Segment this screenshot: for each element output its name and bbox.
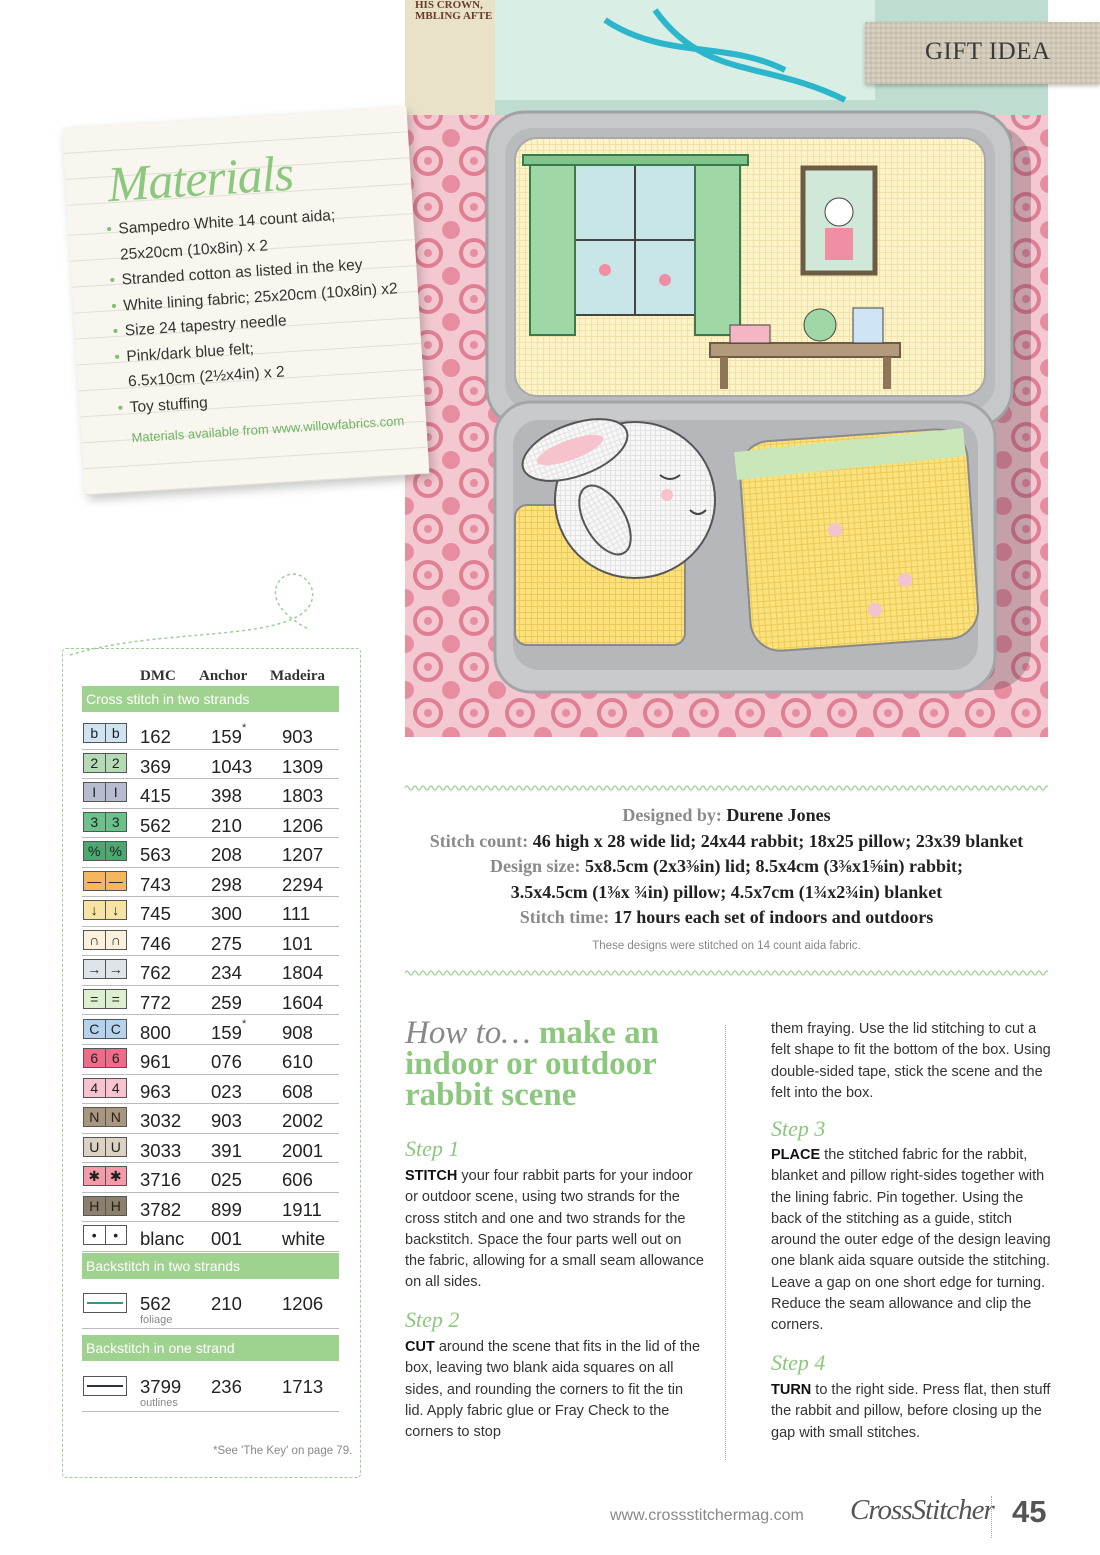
stitch-symbol-icon [83, 959, 127, 979]
howto-lead: How to… [405, 1015, 531, 1051]
key-madeira: 2294 [282, 873, 324, 895]
designer-name: Durene Jones [726, 805, 831, 825]
stitch-symbol-glyph: U [84, 1138, 106, 1156]
footer-url[interactable]: www.crossstitchermag.com [610, 1507, 804, 1524]
materials-item-text: Sampedro White 14 count aida; [117, 207, 336, 238]
key-row-dmc-746 [82, 927, 339, 957]
key-anchor: 275 [211, 932, 242, 954]
wavy-divider-top [405, 784, 1048, 792]
design-size-line-2 [405, 880, 1048, 906]
key-dmc: 961 [140, 1051, 171, 1073]
stitch-symbol-glyph: C [84, 1020, 106, 1038]
stitch-symbol-glyph: ↓ [84, 901, 106, 919]
step-3-text [771, 1145, 1053, 1337]
stitch-symbol-glyph: • [113, 1227, 119, 1244]
stitch-symbol-glyph: ∩ [110, 931, 121, 948]
materials-item-text: Toy stuffing [129, 393, 209, 416]
design-info [405, 803, 1048, 931]
design-size-value-2: 3.5x4.5cm (1⅜x ¾in) pillow; 4.5x7cm (1¾x2¾in) blanket [510, 881, 943, 902]
key-header-dmc: DMC [140, 668, 176, 684]
bullet-icon: • [112, 322, 119, 341]
key-row-dmc-772 [82, 986, 339, 1016]
key-row-dmc-3716 [82, 1163, 339, 1193]
materials-item-text: 25x20cm (10x8in) x 2 [119, 236, 269, 264]
key-row-dmc-963 [82, 1075, 339, 1105]
materials-item-text: 6.5x10cm (2½x4in) x 2 [127, 363, 286, 391]
howto-title-2: indoor or outdoor [405, 1046, 657, 1082]
key-row-dmc-369 [82, 750, 339, 780]
key-dmc: 415 [140, 785, 171, 807]
step-3-body: the stitched fabric for the rabbit, blanket and pillow right-sides together with the lining fabric. Pin together. Using the back of the stitching as a guide, stitch around the outer edge of the design leaving one blank aida square outside the stitching. Leave a gap on one short edge for turning. Reduce the seam allowance and clip the corners. [771, 1147, 1051, 1334]
key-anchor: 899 [211, 1198, 242, 1220]
materials-availability: Materials available from www.willowfabrics.com [131, 413, 405, 446]
key-row-backstitch-outlines [82, 1370, 339, 1412]
howto-title [405, 1015, 705, 1113]
design-note: These designs were stitched on 14 count aida fabric. [592, 940, 861, 952]
key-row-dmc-745 [82, 897, 339, 927]
key-dmc: 3782 [140, 1198, 182, 1220]
key-madeira: 111 [282, 903, 311, 925]
stitch-symbol-glyph: 6 [84, 1049, 106, 1067]
backstitch-two-band: Backstitch in two strands [82, 1253, 339, 1279]
step-1-title: Step 1 [405, 1136, 460, 1161]
key-anchor: 023 [211, 1080, 242, 1102]
materials-note [62, 106, 429, 495]
stitch-symbol-glyph: ✱ [84, 1167, 106, 1185]
key-dmc: 562 [140, 814, 171, 836]
key-anchor: 076 [211, 1051, 242, 1073]
tin-photo-illustration [405, 0, 1048, 737]
key-madeira: 1713 [282, 1376, 324, 1397]
key-row-dmc-415 [82, 779, 339, 809]
stitch-symbol-glyph: % [109, 843, 122, 860]
key-anchor: 1043 [211, 755, 253, 777]
stitch-symbol-glyph: I [84, 783, 106, 801]
key-madeira: 1804 [282, 962, 324, 984]
key-anchor: 236 [211, 1376, 242, 1397]
key-anchor: 391 [211, 1139, 242, 1161]
bullet-icon: • [109, 271, 116, 290]
key-row-dmc-blanc [82, 1222, 339, 1252]
key-anchor: 259 [211, 991, 242, 1013]
step-2-continued: them fraying. Use the lid stitching to cut a felt shape to fit the bottom of the box. Using double-sided tape, stick the scene and the felt into the box. [771, 1021, 1051, 1101]
stitch-symbol-glyph: = [84, 990, 106, 1008]
stitch-symbol-icon [83, 989, 127, 1009]
key-footnote: *See 'The Key' on page 79. [213, 1445, 353, 1457]
key-madeira: 1604 [282, 991, 324, 1013]
section-tag-label: GIFT IDEA [925, 38, 1051, 65]
key-dmc: 772 [140, 991, 171, 1013]
key-anchor: 159 [211, 1021, 242, 1043]
backstitch-line-icon [83, 1293, 127, 1313]
key-dmc: 746 [140, 932, 171, 954]
key-row-dmc-743 [82, 868, 339, 898]
key-anchor: 234 [211, 962, 242, 984]
stitch-symbol-icon [83, 782, 127, 802]
key-dmc: 3716 [140, 1169, 182, 1191]
stitch-symbol-icon [83, 1048, 127, 1068]
key-anchor: 300 [211, 903, 242, 925]
bullet-icon: • [113, 348, 121, 366]
step-4-verb: TURN [771, 1382, 812, 1398]
key-madeira: 608 [282, 1080, 313, 1102]
key-dmc: 745 [140, 903, 171, 925]
step-2-title: Step 2 [405, 1307, 460, 1332]
key-dmc: 3799 [140, 1376, 182, 1397]
step-3-title: Step 3 [771, 1116, 826, 1141]
bullet-icon: • [105, 221, 113, 239]
key-header-madeira: Madeira [270, 668, 325, 684]
key-dmc: 762 [140, 962, 171, 984]
key-row-dmc-562 [82, 809, 339, 839]
key-madeira: 2001 [282, 1139, 324, 1161]
key-madeira: 1206 [282, 1293, 324, 1314]
design-size-line [405, 854, 1048, 880]
stitch-count-label: Stitch count: [429, 830, 529, 851]
step-1-body: your four rabbit parts for your indoor or outdoor scene, using two strands for the cross stitch and one and two strands for the backstitch. Space the four parts well out on the fabric, allowing for a small seam allowance on all sides. [405, 1168, 704, 1291]
design-size-label: Design size: [490, 856, 581, 876]
key-anchor: 025 [211, 1169, 242, 1191]
section-tag [865, 22, 1100, 84]
key-row-dmc-800: C C 800 159 * 908 [82, 1016, 339, 1046]
step-3-verb: PLACE [771, 1147, 821, 1163]
materials-item-text: Stranded cotton as listed in the key [121, 256, 363, 289]
key-madeira: 1803 [282, 785, 324, 807]
column-divider [725, 1025, 726, 1460]
key-dmc: 562 [140, 1293, 171, 1314]
materials-title: Materials [105, 144, 295, 213]
stitch-count-value: 46 high x 28 wide lid; 24x44 rabbit; 18x25 pillow; 23x39 blanket [532, 830, 1024, 851]
stitch-time-value: 17 hours each set of indoors and outdoors [613, 907, 934, 927]
stitch-symbol-glyph: • [84, 1226, 106, 1244]
key-dmc: 162 [140, 726, 171, 747]
stitch-symbol-icon [83, 930, 127, 950]
key-row-dmc-3032 [82, 1104, 339, 1134]
key-dmc: 800 [140, 1021, 171, 1043]
stitch-symbol-glyph: H [110, 1197, 121, 1214]
key-madeira: 908 [282, 1021, 313, 1043]
book-text-line-1: HIS CROWN, [415, 0, 483, 11]
stitch-symbol-icon [83, 1196, 127, 1216]
stitch-symbol-glyph: ✱ [109, 1168, 122, 1185]
wavy-divider-bottom [405, 969, 1048, 977]
stitch-symbol-icon [83, 871, 127, 891]
step-2-body: around the scene that fits in the lid of the box, leaving two blank aida squares on all sides, and rounding the corners to fit the tin lid. Apply fabric glue or Fray Check to the corners to stop [405, 1339, 701, 1441]
key-row-dmc-961 [82, 1045, 339, 1075]
stitch-time-label: Stitch time: [519, 907, 610, 927]
stitch-symbol-icon [83, 1019, 127, 1039]
stitch-symbol-glyph: 4 [111, 1079, 120, 1096]
bullet-icon: • [117, 399, 124, 417]
stitch-symbol-glyph: 2 [84, 754, 106, 772]
cross-stitch-band: Cross stitch in two strands [82, 686, 339, 712]
key-note-foliage: foliage [140, 1314, 173, 1326]
stitch-symbol-icon [83, 900, 127, 920]
stitch-symbol-icon [83, 812, 127, 832]
key-anchor: 001 [211, 1228, 242, 1250]
step-2-verb: CUT [405, 1339, 435, 1355]
stitch-symbol-icon [83, 753, 127, 773]
backstitch-line-icon [83, 1376, 127, 1396]
key-anchor: 208 [211, 844, 242, 866]
stitch-symbol-glyph: → [108, 961, 123, 978]
stitch-count-line [405, 829, 1048, 855]
stitch-symbol-glyph: → [84, 960, 106, 978]
footer-divider [991, 1496, 992, 1538]
key-anchor: 903 [211, 1110, 242, 1132]
stitch-symbol-glyph: 3 [111, 813, 120, 830]
materials-item-text: White lining fabric; 25x20cm (10x8in) x2 [122, 279, 399, 314]
stitch-symbol-glyph: 3 [84, 813, 106, 831]
key-dmc: 369 [140, 755, 171, 777]
page-number: 45 [1012, 1494, 1047, 1529]
stitch-symbol-icon [83, 1107, 127, 1127]
stitch-symbol-glyph: — [108, 872, 123, 889]
key-anchor: 298 [211, 873, 242, 895]
stitch-symbol-glyph: U [110, 1138, 121, 1155]
stitch-symbol-glyph: ∩ [84, 931, 106, 949]
stitch-symbol-glyph: N [110, 1109, 121, 1126]
design-size-value: 5x8.5cm (2x3⅜in) lid; 8.5x4cm (3⅜x1⅝in) rabbit; [585, 856, 963, 876]
key-row-dmc-3782 [82, 1193, 339, 1223]
key-dmc: 3033 [140, 1139, 182, 1161]
key-row-dmc-3033 [82, 1134, 339, 1164]
key-madeira: 610 [282, 1051, 313, 1073]
materials-item-text: Pink/dark blue felt; [125, 339, 255, 365]
stitch-symbol-glyph: C [110, 1020, 121, 1037]
stitch-symbol-glyph: b [84, 724, 106, 742]
key-dmc: 743 [140, 873, 171, 895]
bullet-icon: • [110, 297, 118, 315]
step-4-title: Step 4 [771, 1350, 826, 1375]
key-dmc: blanc [140, 1228, 185, 1250]
stitch-symbol-glyph: H [84, 1197, 106, 1215]
key-dmc: 3032 [140, 1110, 182, 1132]
key-dmc: 563 [140, 844, 171, 866]
stitch-symbol-glyph: 6 [111, 1050, 120, 1067]
key-anchor: 210 [211, 1293, 242, 1314]
stitch-symbol-glyph: I [113, 784, 118, 801]
stitch-symbol-icon [83, 1166, 127, 1186]
project-photo [405, 0, 1048, 737]
key-madeira: 1911 [282, 1198, 322, 1220]
stitch-symbol-glyph: ↓ [112, 902, 120, 919]
key-row-dmc-162: b b 162 159 * 903 [82, 720, 339, 750]
stitch-symbol-icon [83, 841, 127, 861]
materials-list [106, 199, 418, 421]
key-madeira: white [282, 1228, 326, 1250]
key-anchor: 398 [211, 785, 242, 807]
stitch-symbol-glyph: b [111, 725, 120, 741]
designed-by-label: Designed by: [622, 805, 722, 825]
key-madeira: 1207 [282, 844, 324, 866]
backstitch-one-band: Backstitch in one strand [82, 1335, 339, 1361]
step-1-text [405, 1166, 705, 1294]
stitch-symbol-icon [83, 1137, 127, 1157]
thread-decoration [0, 560, 330, 660]
howto-title-3: rabbit scene [405, 1077, 577, 1113]
key-note-outlines: outlines [140, 1397, 178, 1409]
key-anchor: 210 [211, 814, 242, 836]
key-madeira: 606 [282, 1169, 313, 1191]
key-row-dmc-762 [82, 956, 339, 986]
step-2-text [405, 1337, 705, 1443]
key-header-anchor: Anchor [199, 668, 248, 684]
key-dmc: 963 [140, 1080, 171, 1102]
key-anchor: 159 [211, 726, 242, 747]
step-4-text [771, 1380, 1053, 1444]
key-madeira: 2002 [282, 1110, 324, 1132]
stitch-symbol-icon [83, 1078, 127, 1098]
stitch-symbol-glyph: — [84, 872, 106, 890]
key-row-dmc-563 [82, 838, 339, 868]
step-1-verb: STITCH [405, 1168, 458, 1184]
stitch-symbol-icon [83, 723, 127, 743]
stitch-symbol-glyph: % [84, 842, 106, 860]
key-madeira: 1206 [282, 814, 324, 836]
stitch-symbol-glyph: N [84, 1108, 106, 1126]
stitch-symbol-glyph: 4 [84, 1079, 106, 1097]
magazine-logo: CrossStitcher [850, 1494, 994, 1526]
key-madeira: 1309 [282, 755, 324, 777]
stitch-symbol-glyph: 2 [111, 754, 120, 771]
key-row-backstitch-foliage [82, 1287, 339, 1329]
stitch-time-line [405, 905, 1048, 931]
designed-by-line [405, 803, 1048, 829]
howto-title-1: make an [530, 1015, 659, 1051]
key-madeira: 101 [282, 932, 313, 954]
materials-item-text: Size 24 tapestry needle [124, 312, 288, 340]
stitch-symbol-glyph: = [111, 990, 120, 1007]
step-4-body: to the right side. Press flat, then stuff the rabbit and pillow, before closing up the gap with small stitches. [771, 1382, 1051, 1441]
stitch-symbol-icon [83, 1225, 127, 1245]
book-text-line-2: MBLING AFTE [415, 10, 493, 22]
key-madeira: 903 [282, 726, 313, 747]
